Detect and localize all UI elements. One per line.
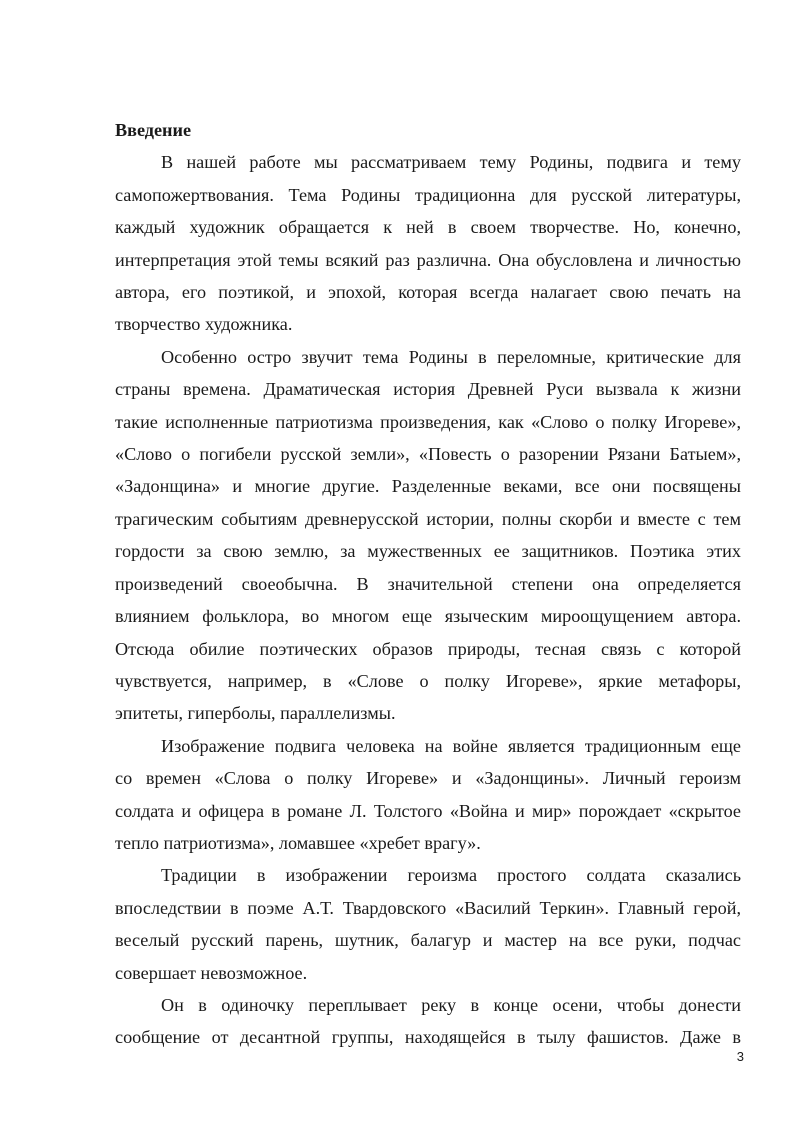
paragraph-line: творчество художника. <box>115 314 293 335</box>
paragraph-line: солдата и офицера в романе Л. Толстого «Война и мир» порождает «скрытое <box>115 800 741 821</box>
paragraph-line: впоследствии в поэме А.Т. Твардовского «Василий Теркин». Главный герой, <box>115 897 741 918</box>
paragraph <box>115 859 741 989</box>
paragraph-line: совершает невозможное. <box>115 962 308 983</box>
paragraph-line: Он в одиночку переплывает реку в конце осени, чтобы донести <box>161 994 741 1015</box>
paragraph-line: чувствуется, например, в «Слове о полку Игореве», яркие метафоры, <box>115 670 741 691</box>
paragraph-line: автора, его поэтикой, и эпохой, которая всегда налагает свою печать на <box>115 282 741 303</box>
paragraph-line: интерпретация этой темы всякий раз различна. Она обусловлена и личностью <box>115 249 741 270</box>
paragraph <box>115 730 741 860</box>
paragraph-line: такие исполненные патриотизма произведения, как «Слово о полку Игореве», <box>115 411 741 432</box>
paragraph-line: веселый русский парень, шутник, балагур и мастер на все руки, подчас <box>115 930 741 951</box>
page-number: 3 <box>736 1049 744 1064</box>
paragraph-line: самопожертвования. Тема Родины традиционна для русской литературы, <box>115 184 741 205</box>
paragraph-line: со времен «Слова о полку Игореве» и «Задонщины». Личный героизм <box>115 768 741 789</box>
paragraphs-container <box>115 146 741 1053</box>
paragraph-line: гордости за свою землю, за мужественных ее защитников. Поэтика этих <box>115 541 741 562</box>
paragraph-line: влиянием фольклора, во многом еще языческим мироощущением автора. <box>115 606 741 627</box>
paragraph-line: «Задонщина» и многие другие. Разделенные веками, все они посвящены <box>115 476 741 497</box>
paragraph-line: эпитеты, гиперболы, параллелизмы. <box>115 703 396 724</box>
paragraph-line: Особенно остро звучит тема Родины в переломные, критические для <box>161 346 741 367</box>
paragraph-line: Отсюда обилие поэтических образов природы, тесная связь с которой <box>115 638 741 659</box>
paragraph-line: произведений своеобычна. В значительной степени она определяется <box>115 573 741 594</box>
paragraph <box>115 341 741 730</box>
section-heading: Введение <box>115 120 192 140</box>
paragraph <box>115 989 741 1054</box>
paragraph-line: каждый художник обращается к ней в своем творчестве. Но, конечно, <box>115 217 741 238</box>
paragraph-line: сообщение от десантной группы, находящейся в тылу фашистов. Даже в <box>115 1027 741 1048</box>
paragraph-line: «Слово о погибели русской земли», «Повесть о разорении Рязани Батыем», <box>115 444 741 465</box>
document-body <box>115 114 741 1054</box>
paragraph-line: Традиции в изображении героизма простого солдата сказались <box>161 865 741 886</box>
paragraph-line: страны времена. Драматическая история Древней Руси вызвала к жизни <box>115 379 741 400</box>
paragraph-line: Изображение подвига человека на войне является традиционным еще <box>161 735 741 756</box>
paragraph <box>115 146 741 340</box>
paragraph-line: тепло патриотизма», ломавшее «хребет врагу». <box>115 832 481 853</box>
paragraph-line: трагическим событиям древнерусской истории, полны скорби и вместе с тем <box>115 508 741 529</box>
paragraph-line: В нашей работе мы рассматриваем тему Родины, подвига и тему <box>161 152 741 173</box>
